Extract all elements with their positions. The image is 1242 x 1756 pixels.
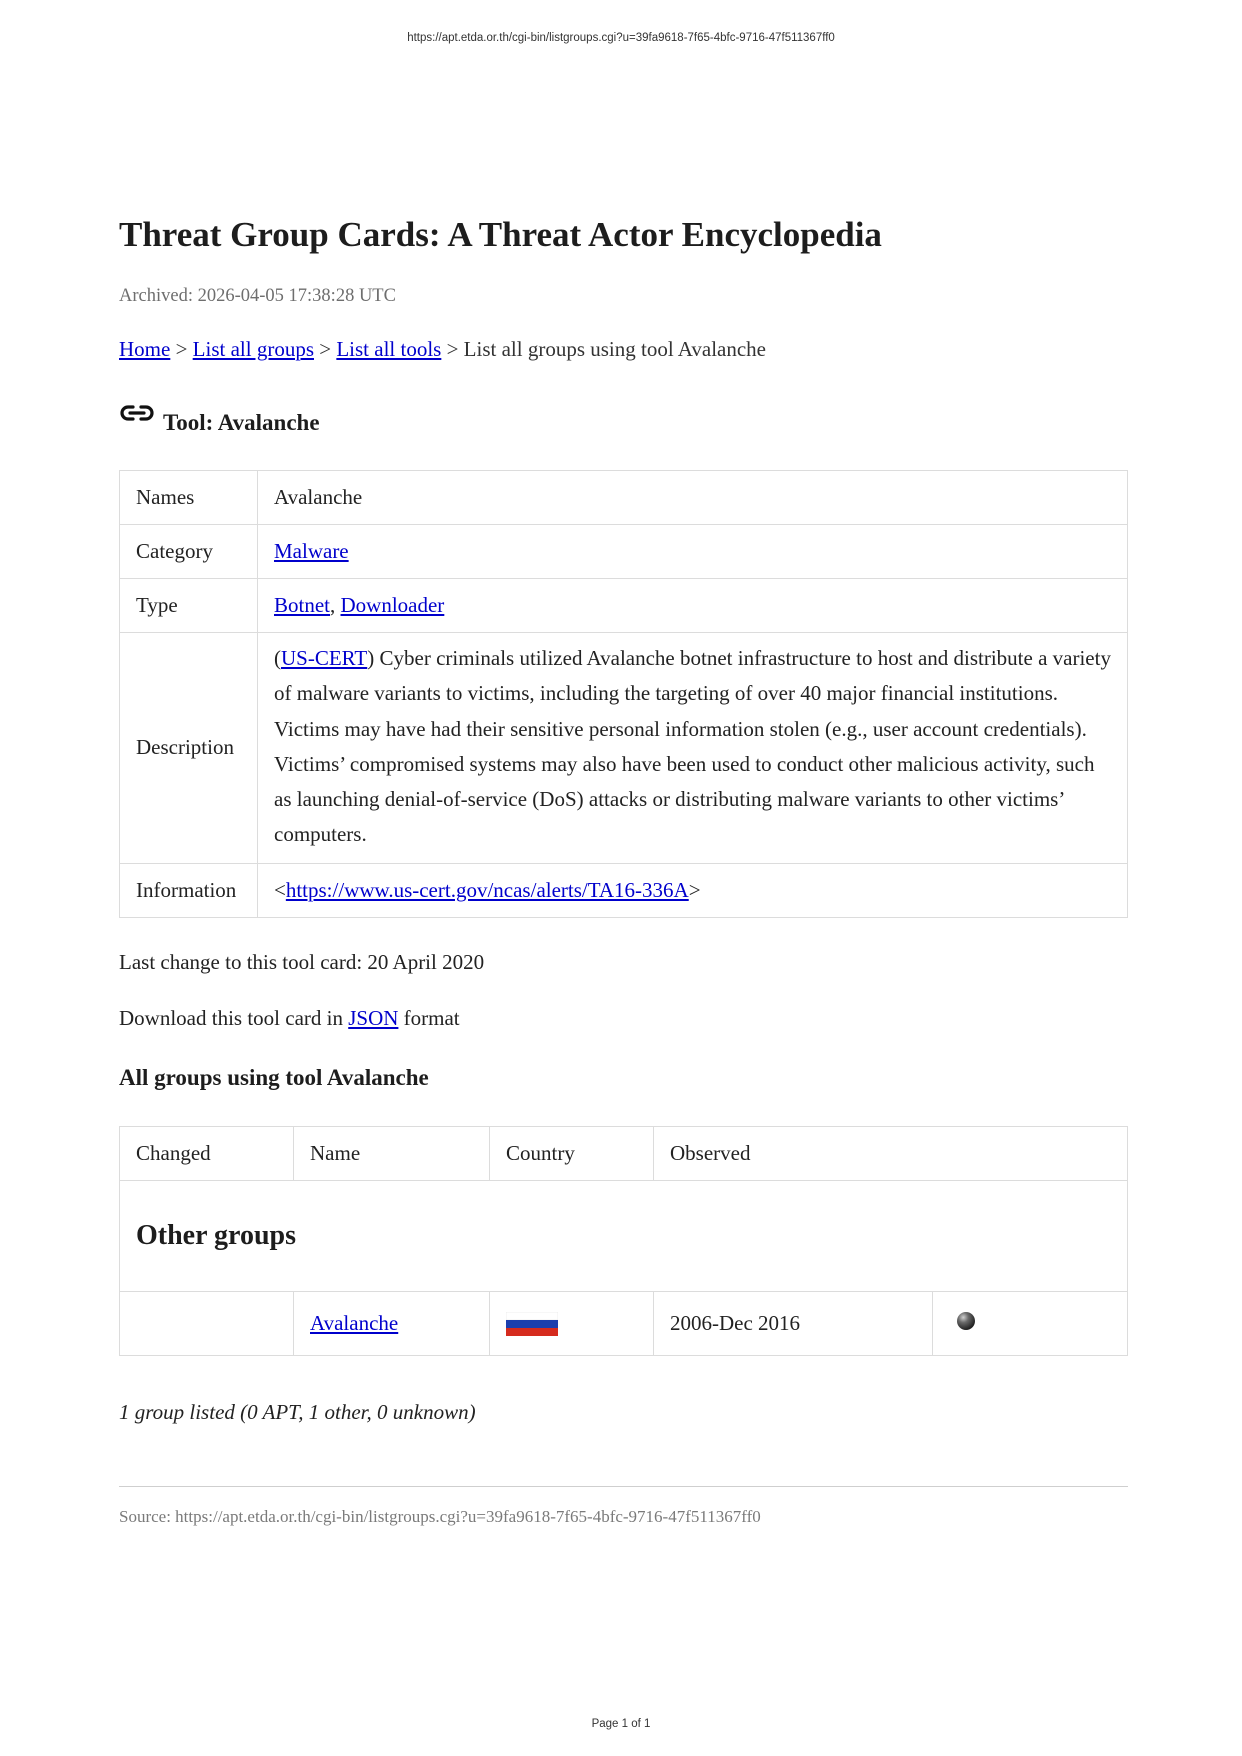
changed-cell <box>120 1292 294 1356</box>
groups-header-row <box>120 1127 1128 1181</box>
other-groups-section-row <box>120 1181 1128 1292</box>
information-url-link[interactable]: https://www.us-cert.gov/ncas/alerts/TA16-336A <box>285 877 689 902</box>
category-link[interactable]: Malware <box>274 539 349 563</box>
category-label: Category <box>120 525 258 579</box>
names-label: Names <box>120 471 258 525</box>
tool-info-table <box>119 470 1128 918</box>
type-value <box>258 579 1128 633</box>
download-prefix: Download this tool card in <box>119 1006 349 1030</box>
category-row <box>120 525 1128 579</box>
country-cell <box>490 1292 654 1356</box>
type-row <box>120 579 1128 633</box>
json-download-link[interactable]: JSON <box>348 1006 399 1030</box>
description-text: ) Cyber criminals utilized Avalanche botnet infrastructure to host and distribute a variety of malware variants to victims, including the targeting of over 40 major financial institutions. Victims may have had their sensitive personal information stolen (e.g., user account credentials). Victims’ compromised systems may also have been used to conduct other malicious activity, such as launching denial-of-service (DoS) attacks or distributing malware variants to other victims’ computers. <box>274 646 1111 847</box>
black-dot-icon <box>957 1312 975 1330</box>
breadcrumb-separator: > <box>314 337 337 361</box>
download-suffix: format <box>398 1006 460 1030</box>
description-label: Description <box>120 633 258 864</box>
name-cell <box>294 1292 490 1356</box>
information-close: > <box>688 877 701 902</box>
groups-heading: All groups using tool Avalanche <box>119 1065 429 1090</box>
type-downloader-link[interactable]: Downloader <box>340 593 445 617</box>
other-groups-title: Other groups <box>120 1181 1128 1292</box>
column-header-name: Name <box>294 1127 490 1181</box>
breadcrumb-current: > List all groups using tool Avalanche <box>441 337 767 361</box>
russia-flag-icon <box>506 1312 558 1336</box>
breadcrumb-groups-link[interactable]: List all groups <box>192 337 314 361</box>
archived-timestamp: Archived: 2026-04-05 17:38:28 UTC <box>119 286 396 306</box>
observed-cell: 2006-Dec 2016 <box>654 1292 933 1356</box>
breadcrumb-tools-link[interactable]: List all tools <box>336 337 442 361</box>
information-value <box>258 863 1128 917</box>
page-title: Threat Group Cards: A Threat Actor Encyclopedia <box>119 215 882 254</box>
tool-title: Tool: Avalanche <box>163 410 320 435</box>
us-cert-link[interactable]: US-CERT <box>281 646 368 670</box>
source-url: Source: https://apt.etda.or.th/cgi-bin/listgroups.cgi?u=39fa9618-7f65-4bfc-9716-47f511367ff0 <box>119 1507 761 1526</box>
page-number: Page 1 of 1 <box>591 1718 651 1730</box>
groups-summary: 1 group listed (0 APT, 1 other, 0 unknown) <box>119 1400 476 1424</box>
description-row <box>120 633 1128 864</box>
breadcrumb-separator: > <box>170 337 193 361</box>
column-header-observed: Observed <box>654 1127 1128 1181</box>
category-value <box>258 525 1128 579</box>
type-separator: , <box>330 593 341 617</box>
type-label: Type <box>120 579 258 633</box>
link-icon[interactable] <box>119 400 155 428</box>
status-cell <box>933 1292 1128 1356</box>
groups-table <box>119 1126 1128 1356</box>
names-value: Avalanche <box>258 471 1128 525</box>
group-name-link[interactable]: Avalanche <box>310 1311 399 1335</box>
print-header-url: https://apt.etda.or.th/cgi-bin/listgroups.cgi?u=39fa9618-7f65-4bfc-9716-47f511367ff0 <box>407 32 835 44</box>
divider <box>119 1486 1128 1487</box>
column-header-changed: Changed <box>120 1127 294 1181</box>
breadcrumb <box>119 337 766 362</box>
information-row <box>120 863 1128 917</box>
description-open-paren: ( <box>274 646 281 670</box>
information-label: Information <box>120 863 258 917</box>
breadcrumb-home-link[interactable]: Home <box>119 337 171 361</box>
information-open: < <box>274 877 286 902</box>
tool-heading <box>119 400 320 436</box>
column-header-country: Country <box>490 1127 654 1181</box>
last-change-text: Last change to this tool card: 20 April 2020 <box>119 950 485 974</box>
description-value <box>258 633 1128 864</box>
table-row <box>120 1292 1128 1356</box>
names-row <box>120 471 1128 525</box>
download-text <box>119 1006 460 1031</box>
type-botnet-link[interactable]: Botnet <box>274 593 330 617</box>
